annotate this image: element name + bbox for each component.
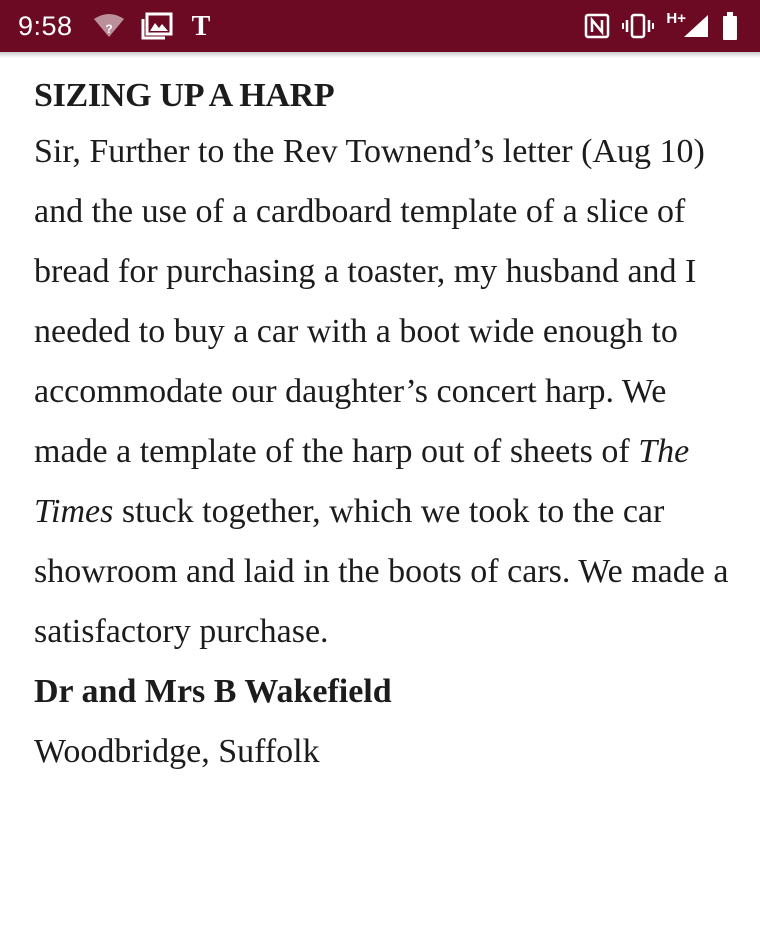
signal-icon: [666, 9, 710, 39]
letter-article: [34, 70, 744, 782]
status-bar-left: [18, 0, 229, 52]
letter-body-text: Sir, Further to the Rev Townend’s letter (Aug 10) and the use of a cardboard template of a slice of bread for purchasing a toaster, my husband and I needed to buy a car with a boot wide enough to accommodate our daughter’s concert harp. We made a template of the harp out of sheets of: [34, 133, 705, 470]
svg-text:?: ?: [104, 22, 113, 36]
clock: 9:58: [18, 10, 73, 41]
status-bar: [0, 0, 760, 52]
battery-icon: [722, 11, 738, 41]
gallery-icon: [141, 12, 173, 40]
letter-headline: SIZING UP A HARP: [34, 77, 335, 114]
notification-icons: [93, 12, 229, 40]
publication-title: The Times: [34, 433, 690, 530]
svg-text:T: T: [191, 12, 210, 40]
vibrate-icon: [622, 13, 654, 39]
nfc-icon: [584, 13, 610, 39]
letter-location: Woodbridge, Suffolk: [34, 733, 320, 770]
network-type: H+: [666, 9, 686, 27]
wifi-unknown-icon: [93, 13, 125, 39]
status-bar-right: [572, 0, 738, 52]
letter-body: [34, 122, 744, 662]
letter-signature: Dr and Mrs B Wakefield: [34, 673, 392, 710]
nyt-app-icon: [189, 12, 213, 40]
letter-body-text-end: stuck together, which we took to the car showroom and laid in the boots of cars. We made a satisfactory purchase.: [34, 493, 729, 650]
status-bar-shadow: [0, 52, 760, 58]
